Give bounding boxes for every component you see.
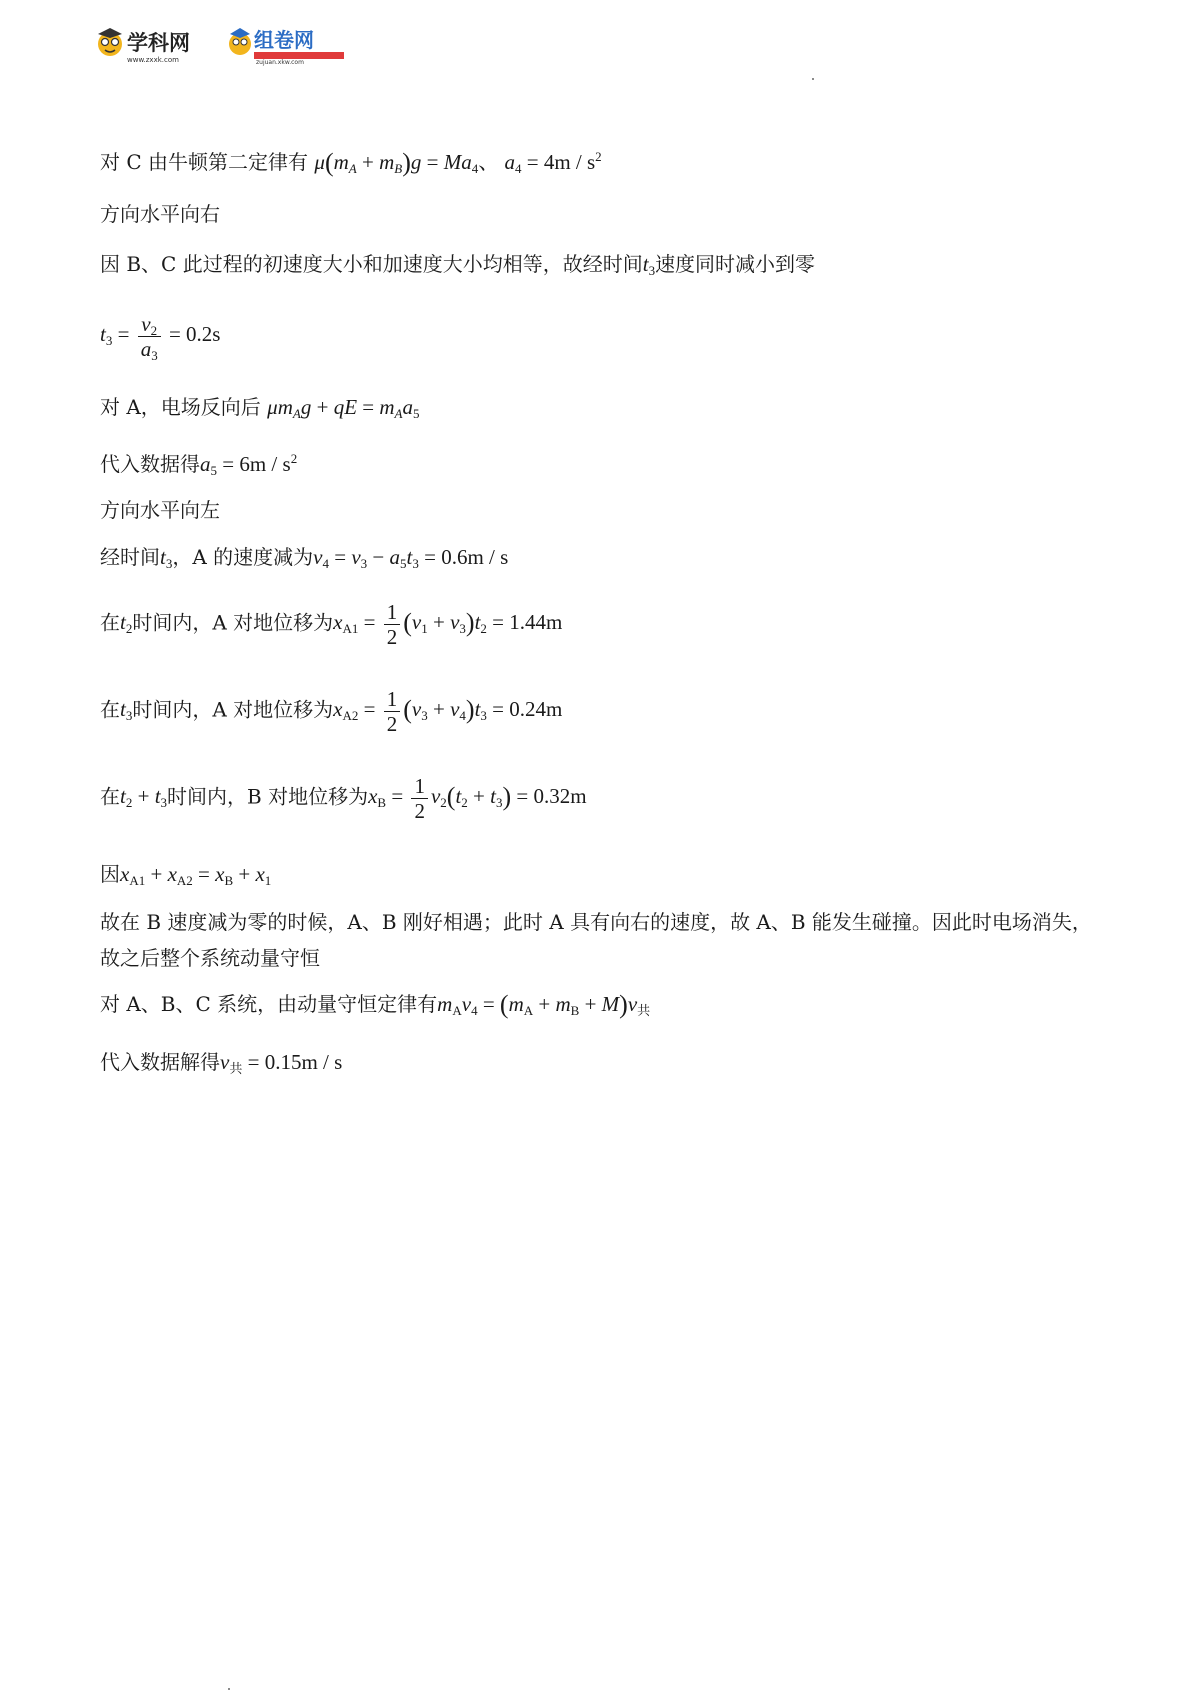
header-logos: [96, 18, 356, 68]
text-line: 方向水平向左: [100, 498, 220, 522]
equation-line: $t_3$ = $\frac{v_2}{a_3}$ = 0.2s: [100, 312, 221, 363]
svg-text:zujuan.xkw.com: zujuan.xkw.com: [256, 59, 304, 66]
speck: [812, 78, 814, 80]
equation-line: 对 A，电场反向后 $\mu m_Ag$ + qE = $m_Aa_5$: [100, 395, 420, 421]
equation-line: 在$t_2$时间内，A 对地位移为$x_{A1}$ = $\frac{1}{2}$ $(v_1 + v_3)t_2 = 1.44m$: [100, 600, 563, 649]
equation-line: 因$x_{A1} + x_{A2} = x_B + x_1$: [100, 862, 272, 888]
svg-text:组卷网: 组卷网: [254, 28, 314, 52]
equation-line: 对 A、B、C 系统，由动量守恒定律有$m_Av_4 = (m_A + m_B + M)v_共$: [100, 990, 651, 1019]
zujuan-logo-icon: [228, 20, 356, 66]
speck: [228, 1688, 230, 1690]
svg-text:www.zxxk.com: www.zxxk.com: [127, 56, 179, 64]
text-line: 故在 B 速度减为零的时候，A、B 刚好相遇；此时 A 具有向右的速度，故 A、B 能发生碰撞。因此时电场消失，: [100, 910, 1092, 934]
equation-line: 在$t_2 + t_3$时间内，B 对地位移为$x_B$ = $\frac{1}{2}$ $v_2(t_2 + t_3) = 0.32m$: [100, 774, 587, 823]
equation-line: 代入数据得$a_5 = 6m / s^2$: [100, 451, 298, 478]
text-line: 故之后整个系统动量守恒: [100, 946, 320, 970]
equation-line: 在$t_3$时间内，A 对地位移为$x_{A2}$ = $\frac{1}{2}$ $(v_3 + v_4)t_3 = 0.24m$: [100, 687, 563, 736]
equation-line: 代入数据解得$v_共 = 0.15m / s$: [100, 1050, 343, 1076]
zxxk-logo-icon: [96, 20, 231, 66]
text-line: 方向水平向右: [100, 202, 220, 226]
text-line: 因 B、C 此过程的初速度大小和加速度大小均相等，故经时间$t_3$速度同时减小到零: [100, 252, 816, 278]
svg-text:学科网: 学科网: [127, 31, 190, 55]
equation-line: 经时间$t_3$，A 的速度减为$v_4 = v_3 - a_5t_3 = 0.6m / s$: [100, 545, 509, 571]
equation-line: 对 C 由牛顿第二定律有 $\mu(m_A + m_B)g = Ma_4$、 $a_4 = 4m / s^2$: [100, 148, 602, 177]
